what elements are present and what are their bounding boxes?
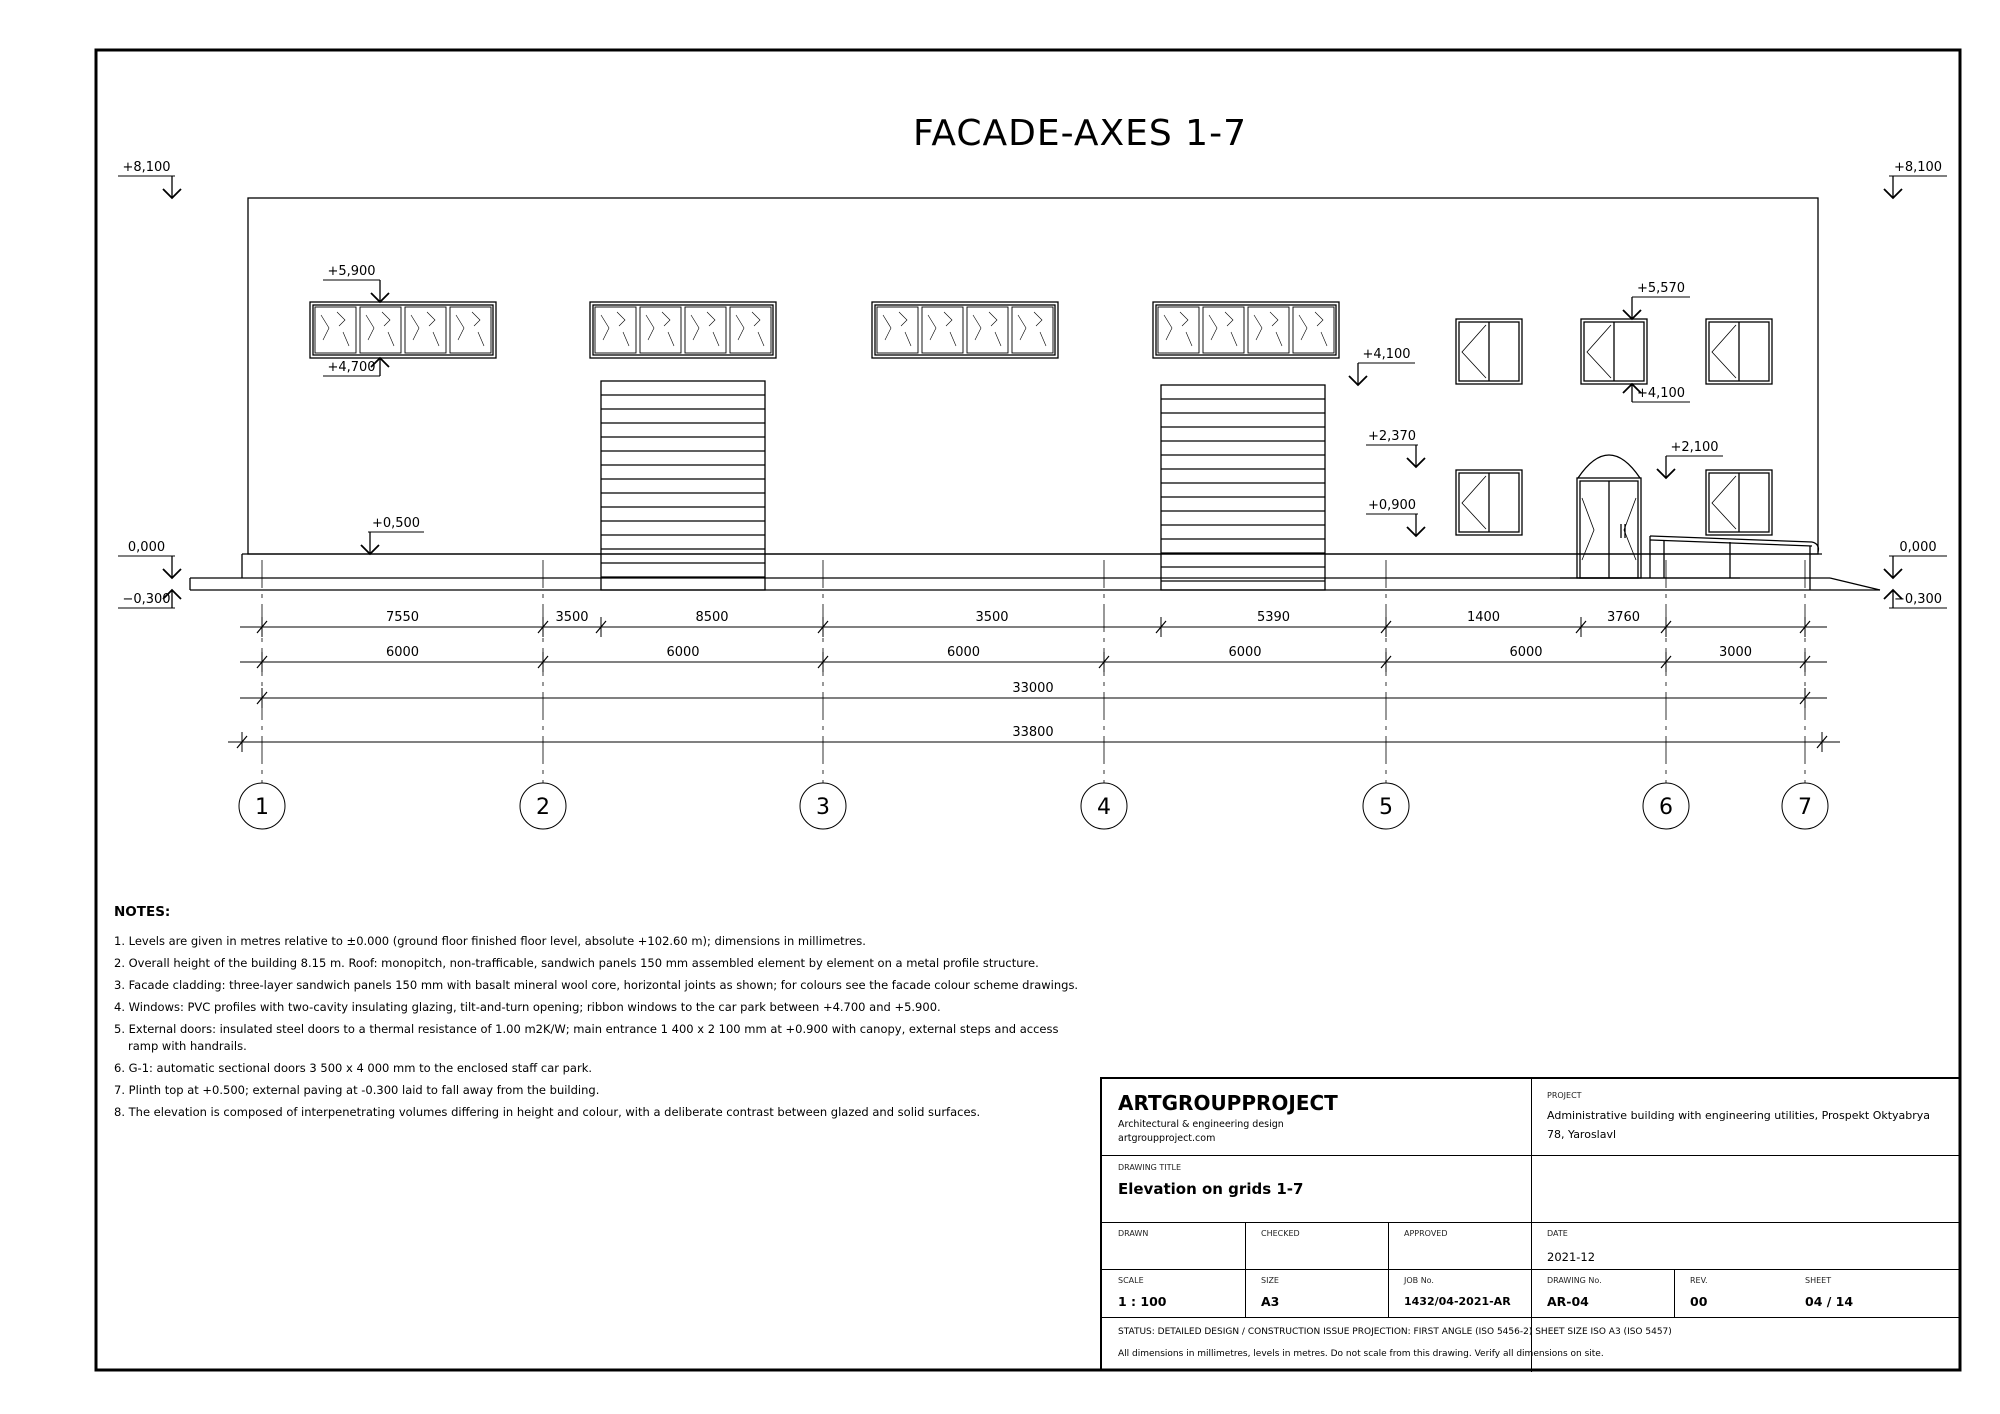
approved-label: APPROVED bbox=[1404, 1229, 1448, 1238]
level-mark bbox=[1884, 590, 1947, 608]
date-value: 2021-12 bbox=[1547, 1250, 1596, 1264]
rev-value: 00 bbox=[1690, 1294, 1708, 1309]
grid-axis bbox=[1643, 560, 1689, 829]
sheet-cell bbox=[1805, 1276, 1853, 1309]
grid-axis bbox=[1782, 560, 1828, 829]
company-cell bbox=[1118, 1091, 1338, 1144]
scale-label: SCALE bbox=[1118, 1276, 1144, 1285]
dimension-label: 6000 bbox=[946, 645, 981, 660]
dimension-chains bbox=[228, 610, 1840, 752]
dimension-label: 6000 bbox=[1228, 645, 1262, 660]
grid-axis bbox=[1363, 560, 1409, 829]
grid-axis-label: 6 bbox=[1659, 795, 1673, 820]
sectional-gate-left bbox=[601, 381, 765, 590]
level-label: −0,300 bbox=[1893, 592, 1943, 607]
project-label: PROJECT bbox=[1547, 1091, 1582, 1100]
drawing-no-label: DRAWING No. bbox=[1547, 1276, 1602, 1285]
level-mark bbox=[1884, 540, 1947, 578]
status-line: STATUS: DETAILED DESIGN / CONSTRUCTION ISSUE PROJECTION: FIRST ANGLE (ISO 5456-2) SHEET SIZE ISO A3 (ISO 5457) bbox=[1118, 1327, 1672, 1337]
grid-axis bbox=[1081, 560, 1127, 829]
drawing-title-label: DRAWING TITLE bbox=[1118, 1163, 1182, 1172]
size-label: SIZE bbox=[1261, 1276, 1279, 1285]
checked-label: CHECKED bbox=[1261, 1229, 1300, 1238]
level-mark bbox=[1349, 347, 1415, 385]
sheet-label: SHEET bbox=[1805, 1276, 1832, 1285]
level-mark bbox=[323, 264, 389, 302]
note-item: 2. Overall height of the building 8.15 m. Roof: monopitch, non-trafficable, sandwich panels 150 mm assembled element by element on a metal profile structure. bbox=[114, 956, 1039, 970]
level-mark bbox=[1623, 281, 1690, 319]
grid-axis-label: 7 bbox=[1798, 795, 1812, 820]
level-label: +4,100 bbox=[1362, 347, 1411, 362]
note-item: 1. Levels are given in metres relative to ±0.000 (ground floor finished floor level, absolute +102.60 m); dimensions in millimetres. bbox=[114, 934, 866, 948]
building-outline bbox=[248, 198, 1818, 554]
grid-axis-label: 5 bbox=[1379, 795, 1393, 820]
sectional-gate-right bbox=[1161, 385, 1325, 590]
dimension-total: 33000 bbox=[1012, 681, 1054, 696]
dimension-label: 5390 bbox=[1256, 610, 1291, 625]
grid-axis-label: 2 bbox=[536, 795, 550, 820]
ribbon-windows bbox=[310, 302, 1339, 358]
level-mark bbox=[1884, 160, 1947, 198]
drawing-title-value: Elevation on grids 1-7 bbox=[1118, 1180, 1304, 1198]
level-label: +5,900 bbox=[327, 264, 376, 279]
level-mark bbox=[118, 540, 181, 578]
footer-note: All dimensions in millimetres, levels in metres. Do not scale from this drawing. Verify all dimensions on site. bbox=[1118, 1349, 1604, 1359]
dimension-label: 8500 bbox=[695, 610, 729, 625]
title-block bbox=[1100, 1077, 1960, 1370]
scale-value: 1 : 100 bbox=[1118, 1294, 1167, 1309]
date-label: DATE bbox=[1547, 1229, 1568, 1238]
entrance-door bbox=[1577, 455, 1641, 578]
date-cell bbox=[1547, 1229, 1595, 1264]
scale-cell bbox=[1118, 1276, 1167, 1309]
grid-axis bbox=[520, 560, 566, 829]
grid-axis bbox=[239, 560, 285, 829]
size-value: A3 bbox=[1261, 1294, 1280, 1309]
company-subtitle: Architectural & engineering design bbox=[1118, 1119, 1284, 1130]
level-label: +8,100 bbox=[1893, 160, 1943, 175]
drawing-title: FACADE-AXES 1-7 bbox=[913, 113, 1247, 154]
notes-list bbox=[114, 933, 1089, 1121]
project-name: Administrative building with engineering utilities, Prospekt Oktyabrya 78, Yaroslavl bbox=[1547, 1109, 1931, 1141]
level-label: +2,100 bbox=[1670, 440, 1719, 455]
dimension-label: 3000 bbox=[1718, 645, 1753, 660]
drawing-title-cell bbox=[1118, 1163, 1303, 1198]
access-ramp bbox=[1560, 536, 1818, 590]
note-item: 8. The elevation is composed of interpenetrating volumes differing in height and colour, with a deliberate contrast between glazed and solid surfaces. bbox=[114, 1105, 981, 1119]
job-value: 1432/04-2021-AR bbox=[1404, 1295, 1511, 1308]
level-label: +8,100 bbox=[122, 160, 171, 175]
level-mark bbox=[1366, 429, 1425, 467]
level-mark bbox=[118, 590, 181, 608]
dimension-label: 1400 bbox=[1466, 610, 1501, 625]
note-item: 5. External doors: insulated steel doors to a thermal resistance of 1.00 m2K/W; main entrance 1 400 x 2 100 mm at +0.900 with canopy, external steps and access ramp with handrails. bbox=[114, 1022, 1059, 1053]
dimension-overall: 33800 bbox=[1012, 725, 1054, 740]
level-mark bbox=[1366, 498, 1425, 536]
notes-block bbox=[114, 904, 1089, 1126]
size-cell bbox=[1261, 1276, 1279, 1309]
level-mark bbox=[323, 358, 389, 376]
sheet-value: 04 / 14 bbox=[1805, 1294, 1854, 1309]
grid-axis-label: 4 bbox=[1097, 795, 1111, 820]
rev-label: REV. bbox=[1690, 1276, 1708, 1285]
note-item: 6. G-1: automatic sectional doors 3 500 x 4 000 mm to the enclosed staff car park. bbox=[114, 1061, 593, 1075]
grid-axis bbox=[800, 560, 846, 829]
level-label: 0,000 bbox=[1899, 540, 1937, 555]
job-label: JOB No. bbox=[1404, 1276, 1434, 1285]
note-item: 7. Plinth top at +0.500; external paving at -0.300 laid to fall away from the building. bbox=[114, 1083, 600, 1097]
rev-cell bbox=[1690, 1276, 1708, 1309]
level-label: +0,900 bbox=[1367, 498, 1417, 513]
company-name: ARTGROUPPROJECT bbox=[1118, 1091, 1338, 1115]
level-mark bbox=[1657, 440, 1723, 478]
dimension-label: 3500 bbox=[555, 610, 589, 625]
elevation bbox=[190, 198, 1880, 590]
company-website: artgroupproject.com bbox=[1118, 1133, 1216, 1144]
casement-windows bbox=[1456, 319, 1772, 535]
level-mark bbox=[1623, 384, 1690, 402]
grid-axis-label: 3 bbox=[816, 795, 830, 820]
job-cell bbox=[1404, 1276, 1511, 1308]
level-label: −0,300 bbox=[122, 592, 171, 607]
dimension-label: 3500 bbox=[975, 610, 1009, 625]
level-label: +4,100 bbox=[1636, 386, 1686, 401]
note-item: 3. Facade cladding: three-layer sandwich panels 150 mm with basalt mineral wool core, horizontal joints as shown; for colours see the facade colour scheme drawings. bbox=[114, 978, 1079, 992]
entrance-canopy bbox=[1578, 455, 1640, 478]
dimension-label: 6000 bbox=[385, 645, 420, 660]
dimension-label: 6000 bbox=[666, 645, 700, 660]
dimension-label: 7550 bbox=[385, 610, 420, 625]
level-label: +4,700 bbox=[327, 360, 376, 375]
grid-axis-label: 1 bbox=[255, 795, 269, 820]
level-label: +5,570 bbox=[1636, 281, 1686, 296]
notes-heading: NOTES: bbox=[114, 904, 171, 920]
level-label: +0,500 bbox=[371, 516, 421, 531]
level-label: +2,370 bbox=[1367, 429, 1417, 444]
dimension-label: 6000 bbox=[1509, 645, 1543, 660]
level-label: 0,000 bbox=[127, 540, 166, 555]
project-cell bbox=[1547, 1091, 1947, 1144]
note-item: 4. Windows: PVC profiles with two-cavity insulating glazing, tilt-and-turn opening; ribbon windows to the car park between +4.700 and +5.900. bbox=[114, 1000, 941, 1014]
level-mark bbox=[361, 516, 424, 554]
drawing-no-cell bbox=[1547, 1276, 1602, 1309]
drawing-no-value: AR-04 bbox=[1547, 1294, 1589, 1309]
dimension-label: 3760 bbox=[1606, 610, 1641, 625]
drawn-label: DRAWN bbox=[1118, 1229, 1149, 1238]
level-mark bbox=[118, 160, 181, 198]
